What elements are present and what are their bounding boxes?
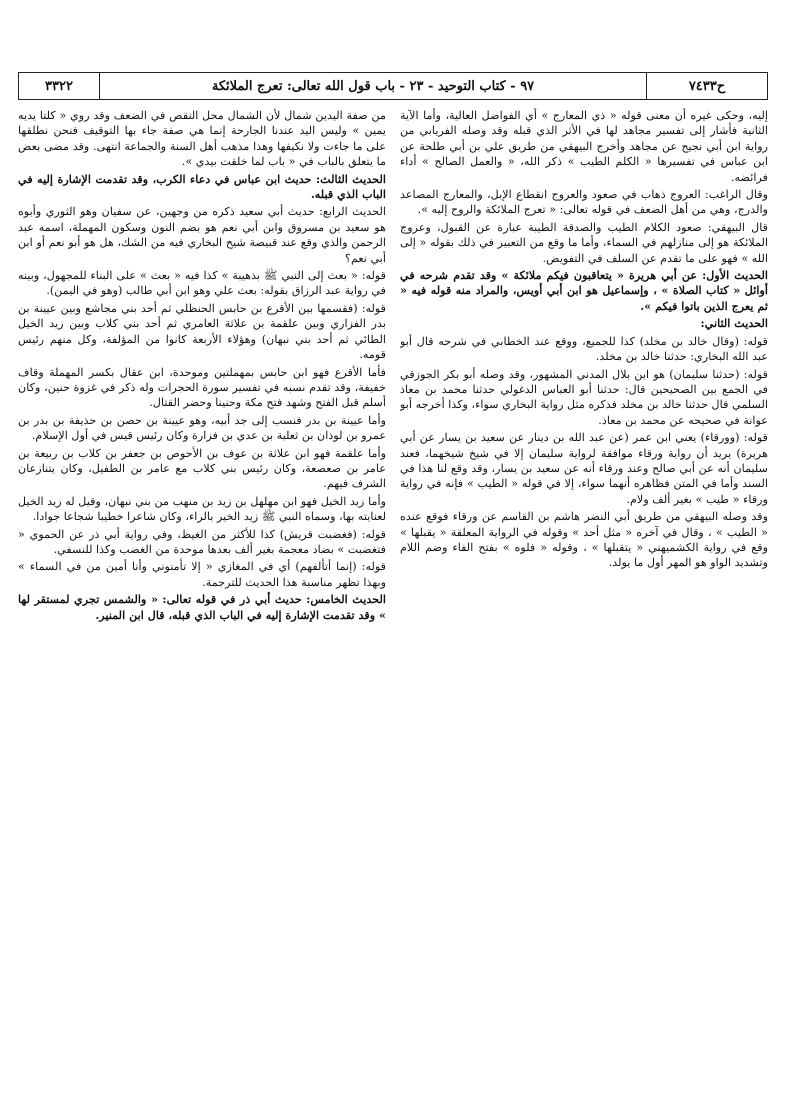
paragraph: من صفة اليدين شمال لأن الشمال محل النقص في الضعف وقد روي « كلتا يديه يمين » وليس اليد عندنا الجارحة إنما هي صفة جاء بها التوقيف فنحن نطلقها على ما جاءت ولا نكيفها وهذا مذهب أهل السنة والجماعة انتهى. وقد مضى بعض ما يتعلق بالباب في « باب لما خلقت بيدي ». xyxy=(18,109,386,169)
paragraph: وأما عيينة بن بدر فنسب إلى جد أبيه، وهو عيينة بن حصن بن حذيفة بن بدر بن عمرو بن لوذان بن ثعلبة بن عدي بن فزارة وكان رئيس قيس في أول الإسلام. xyxy=(18,413,386,443)
paragraph: الحديث الخامس: حديث أبي ذر في قوله تعالى: « والشمس تجري لمستقر لها » وقد تقدمت الإشارة إليه في الباب الذي قبله، قال ابن المنير. xyxy=(18,592,386,622)
right-column xyxy=(400,108,768,1096)
paragraph: قال البيهقي: صعود الكلام الطيب والصدقة الطيبة عبارة عن القبول، وعروج الملائكة هو إلى منازلهم في السماء، وأما ما وقع من التعبير في ذلك بقوله « إلى الله » فهو على ما تقدم عن السلف في التفويض. xyxy=(400,220,768,265)
paragraph: قوله: « بعث إلى النبي ﷺ بذهيبة » كذا فيه « بعث » على البناء للمجهول، وبينه في رواية عبد الرزاق بقوله: بعث علي وهو ابن أبي طالب (وهو في اليمن). xyxy=(18,269,386,298)
paragraph: قوله: (وورقاء) يعني ابن عمر (عن عبد الله بن دينار عن سعيد بن يسار عن أبي هريرة) يريد أن رواية ورقاء موافقة لرواية سليمان إلا في شيخ شيخهما، فعند سليمان أنه عن أبي صالح وعند ورقاء أنه عن سعيد بن يسار، وقد وقع لنا هذا في السند وأما في المتن فظاهره أنهما سواء، إلا في قوله « الطيب » فإنه في رواية ورقاء « طيب » بغير ألف ولام. xyxy=(400,431,768,506)
paragraph: قوله: (وقال خالد بن مخلد) كذا للجميع، ووقع عند الخطابي في شرحه قال أبو عبد الله البخاري: حدثنا خالد بن مخلد. xyxy=(400,334,768,364)
paragraph: وأما زيد الخيل فهو ابن مهلهل بن زيد بن منهب من بني نبهان، وقيل له زيد الخيل لعنايته بها، وسماه النبي ﷺ زيد الخير بالراء، وكان شاعرا خطيبا شجاعا جوادا. xyxy=(18,494,386,524)
page-header xyxy=(18,72,768,100)
paragraph: قوله: (حدثنا سليمان) هو ابن بلال المدني المشهور، وقد وصله أبو بكر الجوزقي في الجمع بين الصحيحين قال: حدثنا أبو العباس الدغولي حدثنا محمد بن معاذ السلمي قال حدثنا خالد بن مخلد فذكره مثل رواية البخاري سواء، وكذا أخرجه أبو عوانة في صحيحه عن محمد بن معاذ. xyxy=(400,367,768,427)
section-heading: الحديث الثاني: xyxy=(700,316,768,331)
paragraph: الحديث الأول: عن أبي هريرة « يتعاقبون فيكم ملائكة » وقد تقدم شرحه في أوائل « كتاب الصلاة » ، وإسماعيل هو ابن أبي أويس، والمراد منه قوله فيه « ثم يعرج الذين باتوا فيكم ». xyxy=(400,268,768,313)
paragraph: الحديث الثالث: حديث ابن عباس في دعاء الكرب، وقد تقدمت الإشارة إليه في الباب الذي قبله. xyxy=(18,171,386,202)
paragraph: وقد وصله البيهقي من طريق أبي النضر هاشم بن القاسم عن ورقاء فوقع عنده « الطيب » ، وقال في آخره « مثل أحد » وقوله في الرواية المعلقة « يقبلها » وقع في رواية الكشميهني « يتقبلها » ، وقوله « فلوه » بفتح الفاء وضم اللام وتشديد الواو هو المهر أول ما يولد. xyxy=(400,510,768,570)
chapter-title: ٩٧ - كتاب التوحيد - ٢٣ - باب قول الله تعالى: تعرج الملائكة xyxy=(99,73,646,99)
paragraph: وأما علقمة فهو ابن علاثة بن عوف بن الأحوص بن جعفر بن كلاب بن ربيعة بن عامر بن صعصعة، وكان رئيس بني كلاب مع عامر بن الطفيل، وكان يتنازعان الشرف فيهم. xyxy=(18,446,386,491)
paragraph: الحديث الرابع: حديث أبي سعيد ذكره من وجهين، عن سفيان وهو الثوري وأبوه هو سعيد بن مسروق وابن أبي نعم هو بضم النون وسكون المهملة، اسمه عبد الرحمن والذي وقع عند قبيصة شيخ البخاري فيه من الشك، هل هو أبو نعم أو ابن أبي نعم؟ xyxy=(18,205,386,265)
paragraph: قوله: (فقسمها بين الأقرع بن حابس الحنظلي ثم أحد بني مجاشع وبين عيينة بن بدر الفزاري وبين علقمة بن علاثة العامري ثم أحد بني كلاب وبين زيد الخيل الطائي ثم أحد بني نبهان) وهؤلاء الأربعة كانوا من المؤلفة، وكل منهم رئيس قومه. xyxy=(18,301,386,362)
paragraph: قوله: (إنما أتألفهم) أي في المغازي « إلا تأمنوني وأنا أمين من في السماء » وبهذا تظهر مناسبة هذا الحديث للترجمة. xyxy=(18,560,386,589)
page-number: ٣٣٢٢ xyxy=(45,78,73,94)
paragraph: فأما الأقرع فهو ابن حابس بمهملتين وموحدة، ابن عقال بكسر المهملة وقاف خفيفة، وقد تقدم نسبه في تفسير سورة الحجرات وله ذكر في غزوة حنين، وكان أسلم قبل الفتح وشهد فتح مكة وحنينا وحضر القتال. xyxy=(18,365,386,410)
left-column xyxy=(18,108,386,1096)
text-columns xyxy=(18,108,768,1096)
paragraph: وقال الراغب: العروج ذهاب في صعود والعروج انقطاع الإبل، والمعارج المصاعد والدرج، وهي من أهل الضعف في قوله تعالى: « تعرج الملائكة والروح إليه ». xyxy=(400,188,768,217)
paragraph: إليه، وحكى غيره أن معنى قوله « ذي المعارج » أي الفواضل العالية، وأما الآية الثانية فأشار إلى تفسير مجاهد لها في الأثر الذي قبله وقد وصله الفريابي من رواية ابن أبي نجيح عن مجاهد وأخرج البيهقي من طريق علي بن أبي طلحة عن ابن عباس في تفسيرها « الكلم الطيب » ذكر الله، « والعمل الصالح » أداء فرائضه. xyxy=(400,109,768,184)
hadith-reference: ح٧٤٣٣ xyxy=(646,73,767,99)
paragraph: قوله: (فغضبت قريش) كذا للأكثر من الغيظ، وفي رواية أبي ذر عن الحموي « فتغضبت » بضاد معجمة بغير ألف بعدها موحدة من الغضب وكذا للنسفي. xyxy=(18,527,386,556)
